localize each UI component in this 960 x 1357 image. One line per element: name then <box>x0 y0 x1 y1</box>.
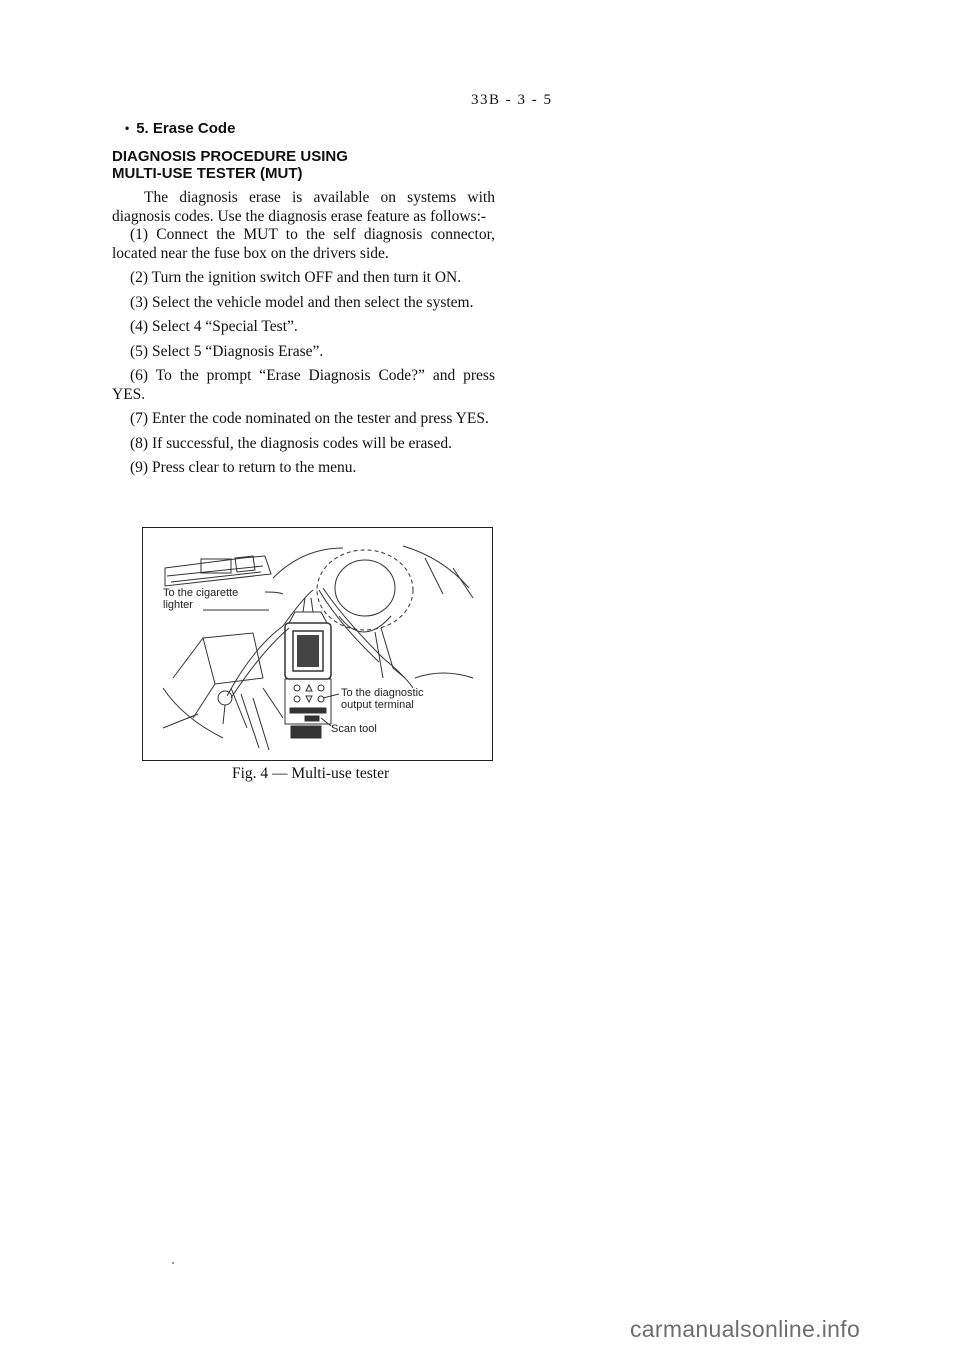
step-5: (5) Select 5 “Diagnosis Erase”. <box>130 342 324 360</box>
label-scan-tool: Scan tool <box>331 723 377 735</box>
dashboard-illustration <box>143 528 491 759</box>
step-7: (7) Enter the code nominated on the tester and press YES. <box>130 410 489 427</box>
figure-caption: Fig. 4 — Multi-use tester <box>232 765 390 782</box>
step-8: (8) If successful, the diagnosis codes will be erased. <box>130 434 452 452</box>
section-heading <box>125 120 235 137</box>
figure-multi-use-tester <box>142 527 493 761</box>
subheading-line-2: MULTI-USE TESTER (MUT) <box>112 165 303 182</box>
subheading-line-1: DIAGNOSIS PROCEDURE USING <box>112 148 348 165</box>
watermark: carmanualsonline.info <box>630 1316 861 1342</box>
bullet-icon: • <box>125 121 130 135</box>
step-9: (9) Press clear to return to the menu. <box>130 459 357 476</box>
label-diagnostic-terminal-line2: output terminal <box>341 699 414 711</box>
stray-mark <box>172 1262 174 1264</box>
page-number: 33B - 3 - 5 <box>471 92 553 108</box>
intro-paragraph: The diagnosis erase is available on systems with diagnosis codes. Use the diagnosis erase feature as follows:- <box>112 189 495 225</box>
procedure-body <box>112 189 495 484</box>
label-cigarette-lighter-line2: lighter <box>163 599 193 611</box>
step-6: (6) To the prompt “Erase Diagnosis Code?” and press YES. <box>112 367 495 403</box>
section-heading-text: 5. Erase Code <box>136 120 236 137</box>
step-4: (4) Select 4 “Special Test”. <box>130 318 298 335</box>
step-3: (3) Select the vehicle model and then select the system. <box>130 293 474 311</box>
step-2: (2) Turn the ignition switch OFF and then turn it ON. <box>130 269 462 286</box>
step-1: (1) Connect the MUT to the self diagnosis connector, located near the fuse box on the drivers side. <box>112 226 495 262</box>
procedure-subheading <box>112 148 502 182</box>
label-diagnostic-terminal-line1: To the diagnostic <box>341 687 424 699</box>
label-cigarette-lighter-line1: To the cigarette <box>163 587 239 599</box>
